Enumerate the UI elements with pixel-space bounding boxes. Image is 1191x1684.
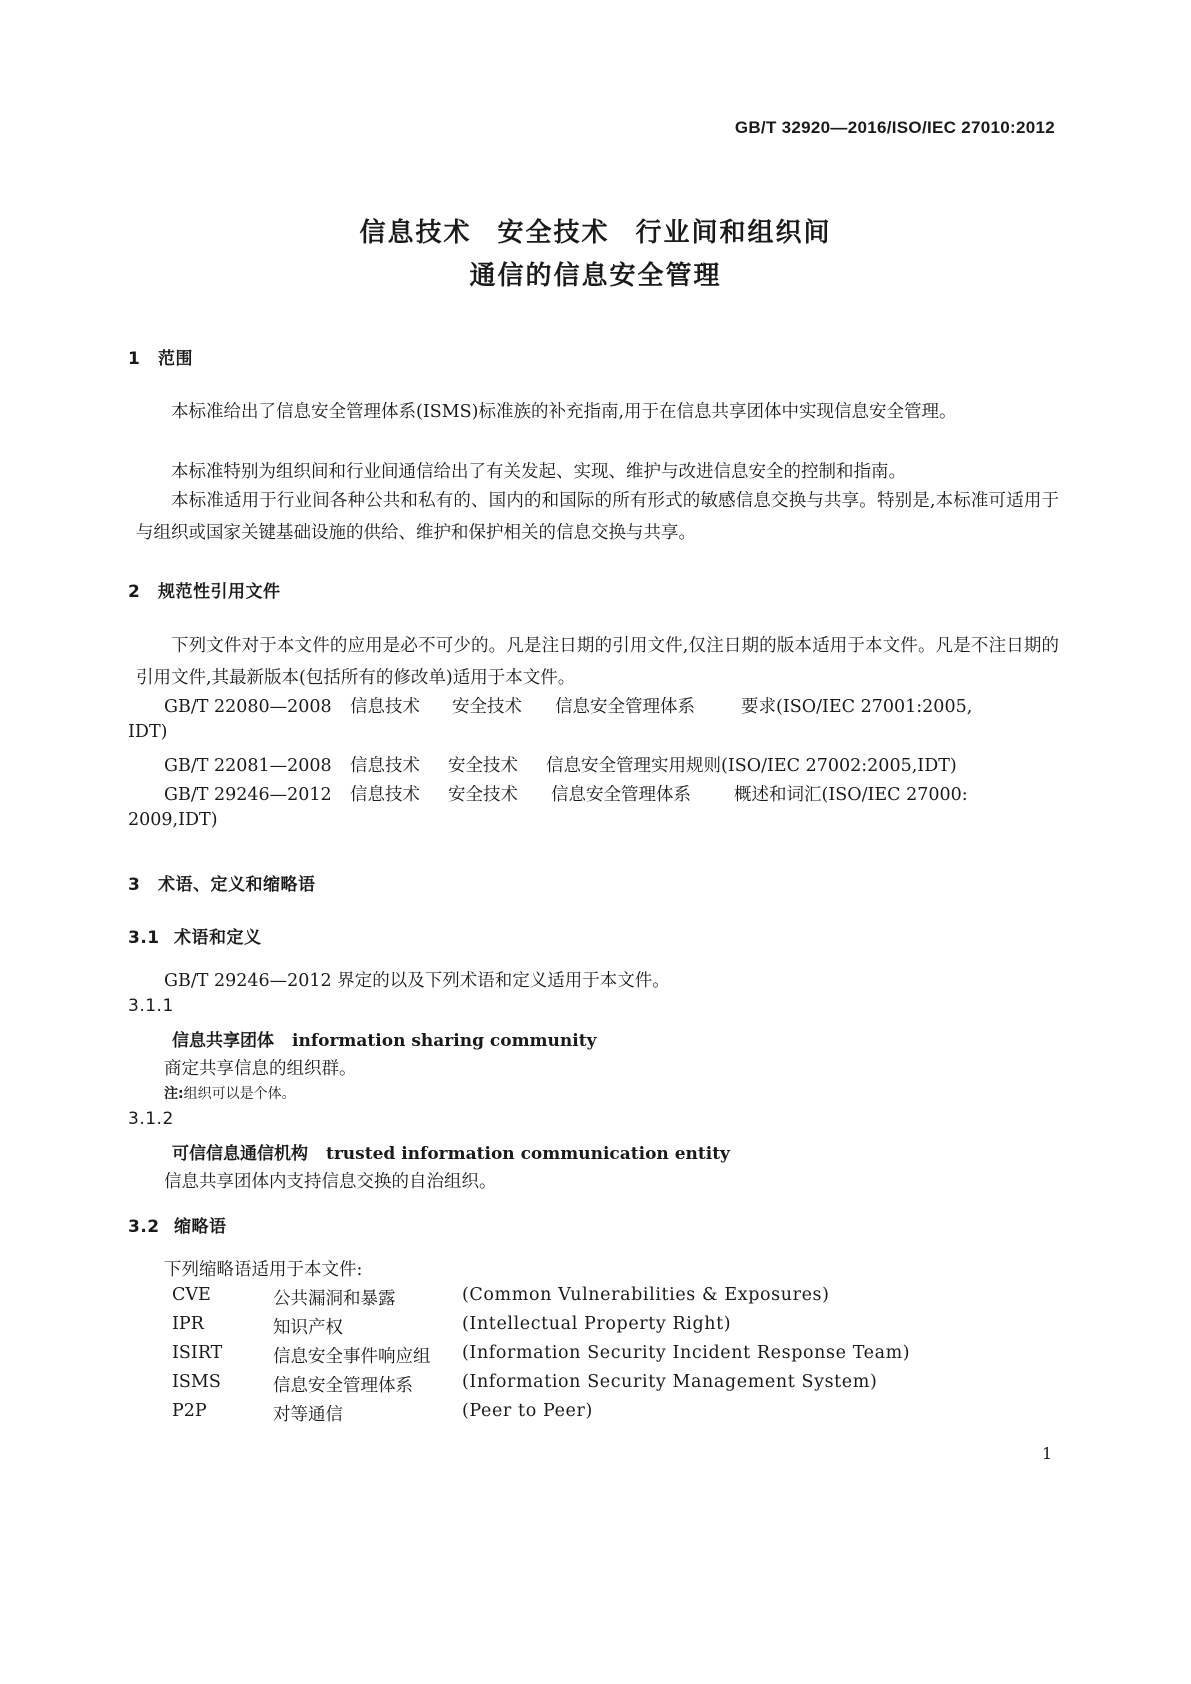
term-2-definition: 信息共享团体内支持信息交换的自治组织。 — [164, 1172, 497, 1192]
abbreviation: ISIRT — [172, 1343, 223, 1363]
section-number: 3.2 — [128, 1217, 160, 1237]
section-2-intro: 下列文件对于本文件的应用是必不可少的。凡是注日期的引用文件,仅注日期的版本适用于本文件。凡是不注日期的引用文件,其最新版本(包括所有的修改单)适用于本文件。 — [136, 636, 1059, 688]
reference-title-part: 信息安全管理体系 — [551, 785, 691, 805]
section-2-heading — [128, 577, 281, 602]
abbreviation-zh: 公共漏洞和暴露 — [273, 1289, 396, 1309]
abbreviation: P2P — [172, 1401, 207, 1421]
section-1-paragraph-3: 本标准适用于行业间各种公共和私有的、国内的和国际的所有形式的敏感信息交换与共享。特别是,本标准可适用于与组织或国家关键基础设施的供给、维护和保护相关的信息交换与共享。 — [136, 491, 1059, 543]
page-number: 1 — [1042, 1444, 1053, 1463]
title-part-2: 安全技术 — [497, 218, 610, 248]
section-3-2-intro: 下列缩略语适用于本文件: — [164, 1260, 363, 1280]
reference-title-part: 信息安全管理体系 — [555, 697, 695, 717]
title-part-3: 行业间和组织间 — [635, 218, 832, 248]
reference-2 — [136, 752, 1056, 777]
section-title: 缩略语 — [174, 1217, 227, 1237]
abbreviation-zh: 对等通信 — [273, 1405, 343, 1425]
reference-code: GB/T 29246—2012 — [164, 785, 332, 805]
section-title: 术语和定义 — [174, 928, 262, 948]
section-number: 1 — [128, 349, 141, 369]
section-title: 术语、定义和缩略语 — [158, 875, 316, 895]
abbreviation-en: (Peer to Peer) — [462, 1401, 593, 1421]
abbreviation-en: (Common Vulnerabilities & Exposures) — [462, 1285, 830, 1305]
abbreviation: IPR — [172, 1314, 204, 1334]
abbreviation-zh: 信息安全事件响应组 — [273, 1347, 431, 1367]
reference-title-part: 信息安全管理实用规则(ISO/IEC 27002:2005,IDT) — [546, 756, 957, 776]
term-2-heading — [172, 1139, 730, 1164]
section-1-paragraph-2: 本标准特别为组织间和行业间通信给出了有关发起、实现、维护与改进信息安全的控制和指南。 — [171, 462, 906, 482]
section-3-heading — [128, 870, 316, 895]
term-1-heading — [172, 1026, 596, 1051]
note-label: 注: — [164, 1086, 184, 1102]
section-1-paragraph-1: 本标准给出了信息安全管理体系(ISMS)标准族的补充指南,用于在信息共享团体中实现信息安全管理。 — [171, 402, 957, 422]
section-3-2-heading — [128, 1212, 227, 1237]
reference-title-part: 信息技术 — [350, 785, 420, 805]
title-line-1 — [0, 212, 1191, 249]
reference-code: GB/T 22081—2008 — [164, 756, 332, 776]
term-1-definition: 商定共享信息的组织群。 — [164, 1059, 357, 1079]
term-zh: 可信信息通信机构 — [172, 1144, 308, 1164]
section-number: 3.1 — [128, 928, 160, 948]
abbreviation-en: (Intellectual Property Right) — [462, 1314, 732, 1334]
standard-code: GB/T 32920—2016/ISO/IEC 27010:2012 — [734, 118, 1055, 137]
reference-title-part: 要求(ISO/IEC 27001:2005, — [741, 697, 973, 717]
term-en: information sharing community — [292, 1031, 597, 1051]
reference-3-continuation: 2009,IDT) — [128, 810, 218, 830]
abbreviation-zh: 知识产权 — [273, 1318, 343, 1338]
section-1-heading — [128, 344, 193, 369]
reference-code: GB/T 22080—2008 — [164, 697, 332, 717]
term-zh: 信息共享团体 — [172, 1031, 274, 1051]
reference-title-part: 安全技术 — [448, 785, 518, 805]
title-part-1: 信息技术 — [359, 218, 472, 248]
abbreviation: CVE — [172, 1285, 211, 1305]
abbreviation-en: (Information Security Management System) — [462, 1372, 878, 1392]
term-en: trusted information communication entity — [326, 1144, 730, 1164]
reference-3 — [136, 781, 1056, 806]
section-number: 2 — [128, 582, 141, 602]
term-1-number: 3.1.1 — [128, 996, 174, 1016]
reference-title-part: 安全技术 — [448, 756, 518, 776]
note-text: 组织可以是个体。 — [183, 1086, 296, 1102]
section-3-1-intro: GB/T 29246—2012 界定的以及下列术语和定义适用于本文件。 — [164, 971, 670, 991]
title-line-2: 通信的信息安全管理 — [469, 261, 722, 291]
reference-title-part: 概述和词汇(ISO/IEC 27000: — [734, 785, 968, 805]
abbreviation-en: (Information Security Incident Response Team) — [462, 1343, 911, 1363]
section-title: 规范性引用文件 — [158, 582, 281, 602]
section-3-1-heading — [128, 923, 262, 948]
term-2-number: 3.1.2 — [128, 1109, 174, 1129]
section-number: 3 — [128, 875, 141, 895]
section-title: 范围 — [158, 349, 193, 369]
reference-title-part: 信息技术 — [350, 697, 420, 717]
reference-1 — [136, 693, 1056, 718]
reference-1-continuation: IDT) — [128, 722, 168, 742]
term-1-note — [164, 1083, 296, 1103]
abbreviation: ISMS — [172, 1372, 221, 1392]
reference-title-part: 信息技术 — [350, 756, 420, 776]
reference-title-part: 安全技术 — [452, 697, 522, 717]
abbreviation-zh: 信息安全管理体系 — [273, 1376, 413, 1396]
